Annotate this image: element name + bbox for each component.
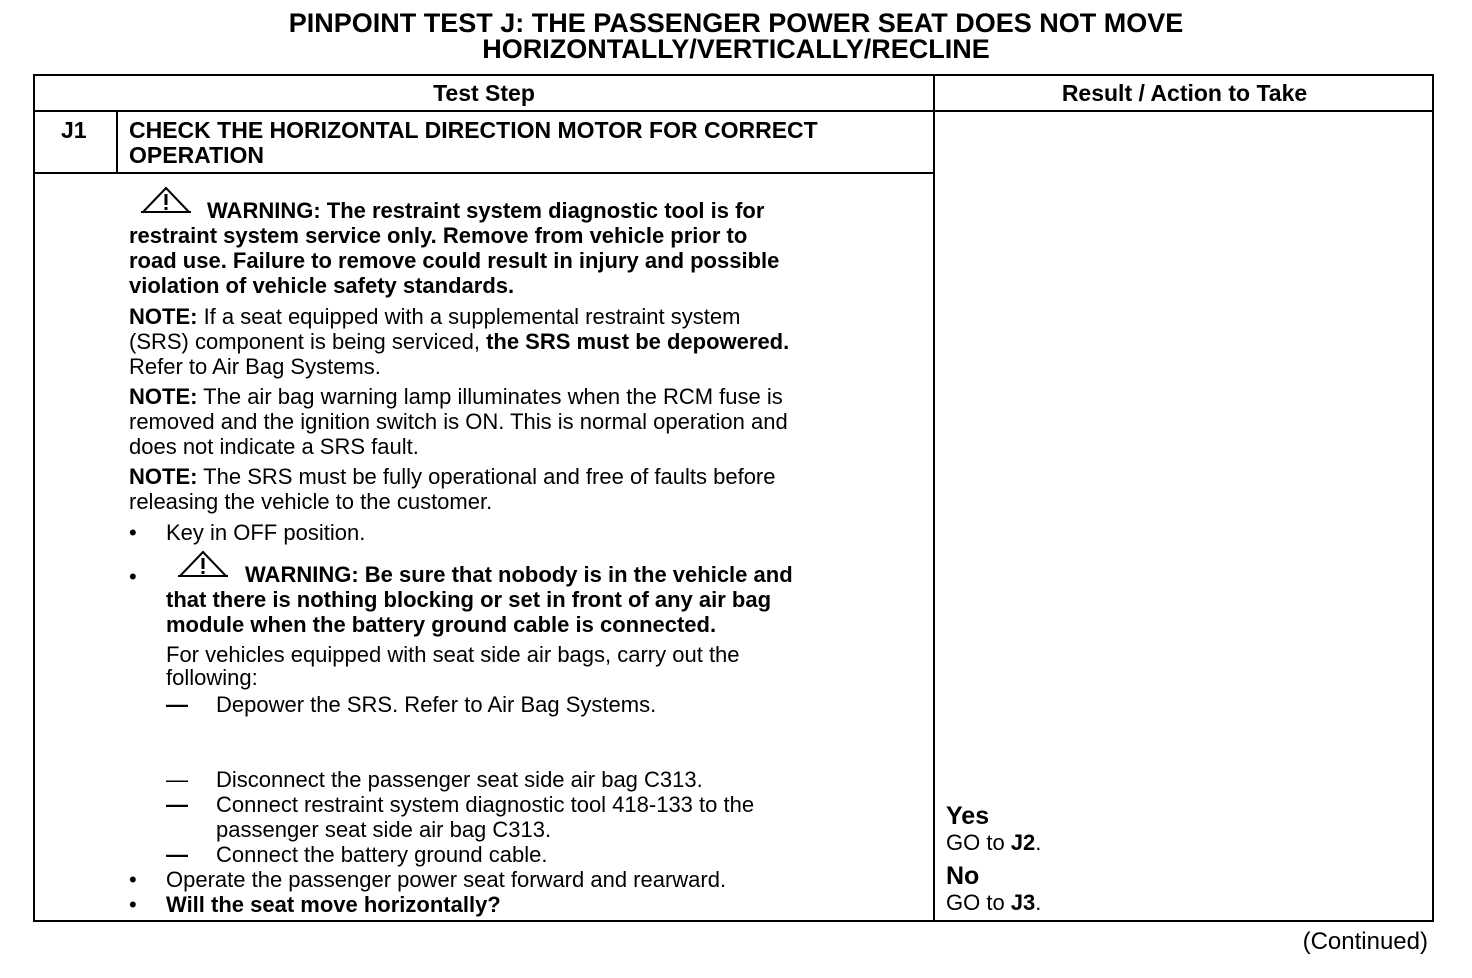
dash-item-depower: Depower the SRS. Refer to Air Bag Systems. <box>216 692 657 717</box>
dash-marker: — <box>166 767 188 792</box>
note-2: NOTE: The air bag warning lamp illuminates when the RCM fuse is removed and the ignition switch is ON. This is normal operation and does not indicate a SRS fault. <box>129 384 788 459</box>
page-title <box>0 10 1472 62</box>
dash-item-connect-battery: Connect the battery ground cable. <box>216 842 548 867</box>
result-no-label: No <box>946 862 980 890</box>
step-id: J1 <box>61 117 87 143</box>
dash-item-disconnect: Disconnect the passenger seat side air bag C313. <box>216 767 703 792</box>
dash-item-connect-tool: Connect restraint system diagnostic tool 418-133 to the passenger seat side air bag C313. <box>216 792 755 842</box>
result-no-target: J3 <box>1010 890 1036 915</box>
bullet-operate: Operate the passenger power seat forward and rearward. <box>166 867 727 892</box>
test-table <box>33 74 1434 922</box>
for-vehicles-text: For vehicles equipped with seat side air bags, carry out the following: <box>166 642 740 690</box>
step-id-divider <box>116 110 118 173</box>
bullet-marker: • <box>129 520 137 545</box>
bullet-marker: • <box>129 564 137 589</box>
bullet-key-off: Key in OFF position. <box>166 520 366 545</box>
result-yes-label: Yes <box>946 802 990 830</box>
result-yes-target: J2 <box>1010 830 1036 855</box>
result-yes: Yes GO to J2. <box>946 802 1042 855</box>
dash-marker: — <box>166 692 188 717</box>
dash-marker: — <box>166 842 188 867</box>
continued-label: (Continued) <box>1302 928 1428 955</box>
header-test-step: Test Step <box>433 80 535 106</box>
step-title-divider <box>35 172 933 174</box>
title-line-1: PINPOINT TEST J: THE PASSENGER POWER SEAT DOES NOT MOVE <box>288 8 1184 38</box>
result-no: No GO to J3. <box>946 862 1042 915</box>
bullet-marker: • <box>129 867 137 892</box>
warning-2: WARNING: Be sure that nobody is in the vehicle and that there is nothing blocking or set in front of any air bag module when the battery ground cable is connected. <box>166 562 793 637</box>
warning-1: WARNING: The restraint system diagnostic tool is for restraint system service only. Remove from vehicle prior to road use. Failure to remove could result in injury and possible violation of vehicle safety standards. <box>129 198 780 298</box>
step-title: CHECK THE HORIZONTAL DIRECTION MOTOR FOR CORRECT OPERATION <box>129 117 818 168</box>
header-result: Result / Action to Take <box>1061 80 1308 106</box>
note-1: NOTE: If a seat equipped with a supplemental restraint system (SRS) component is being serviced, the SRS must be depowered. Refer to Air Bag Systems. <box>129 304 790 379</box>
bullet-marker: • <box>129 892 137 917</box>
column-divider <box>933 76 935 920</box>
dash-marker: — <box>166 792 188 817</box>
title-line-2: HORIZONTALLY/VERTICALLY/RECLINE <box>482 34 990 64</box>
bullet-question: Will the seat move horizontally? <box>166 892 501 917</box>
header-divider <box>35 110 1432 112</box>
note-3: NOTE: The SRS must be fully operational and free of faults before releasing the vehicle to the customer. <box>129 464 776 514</box>
